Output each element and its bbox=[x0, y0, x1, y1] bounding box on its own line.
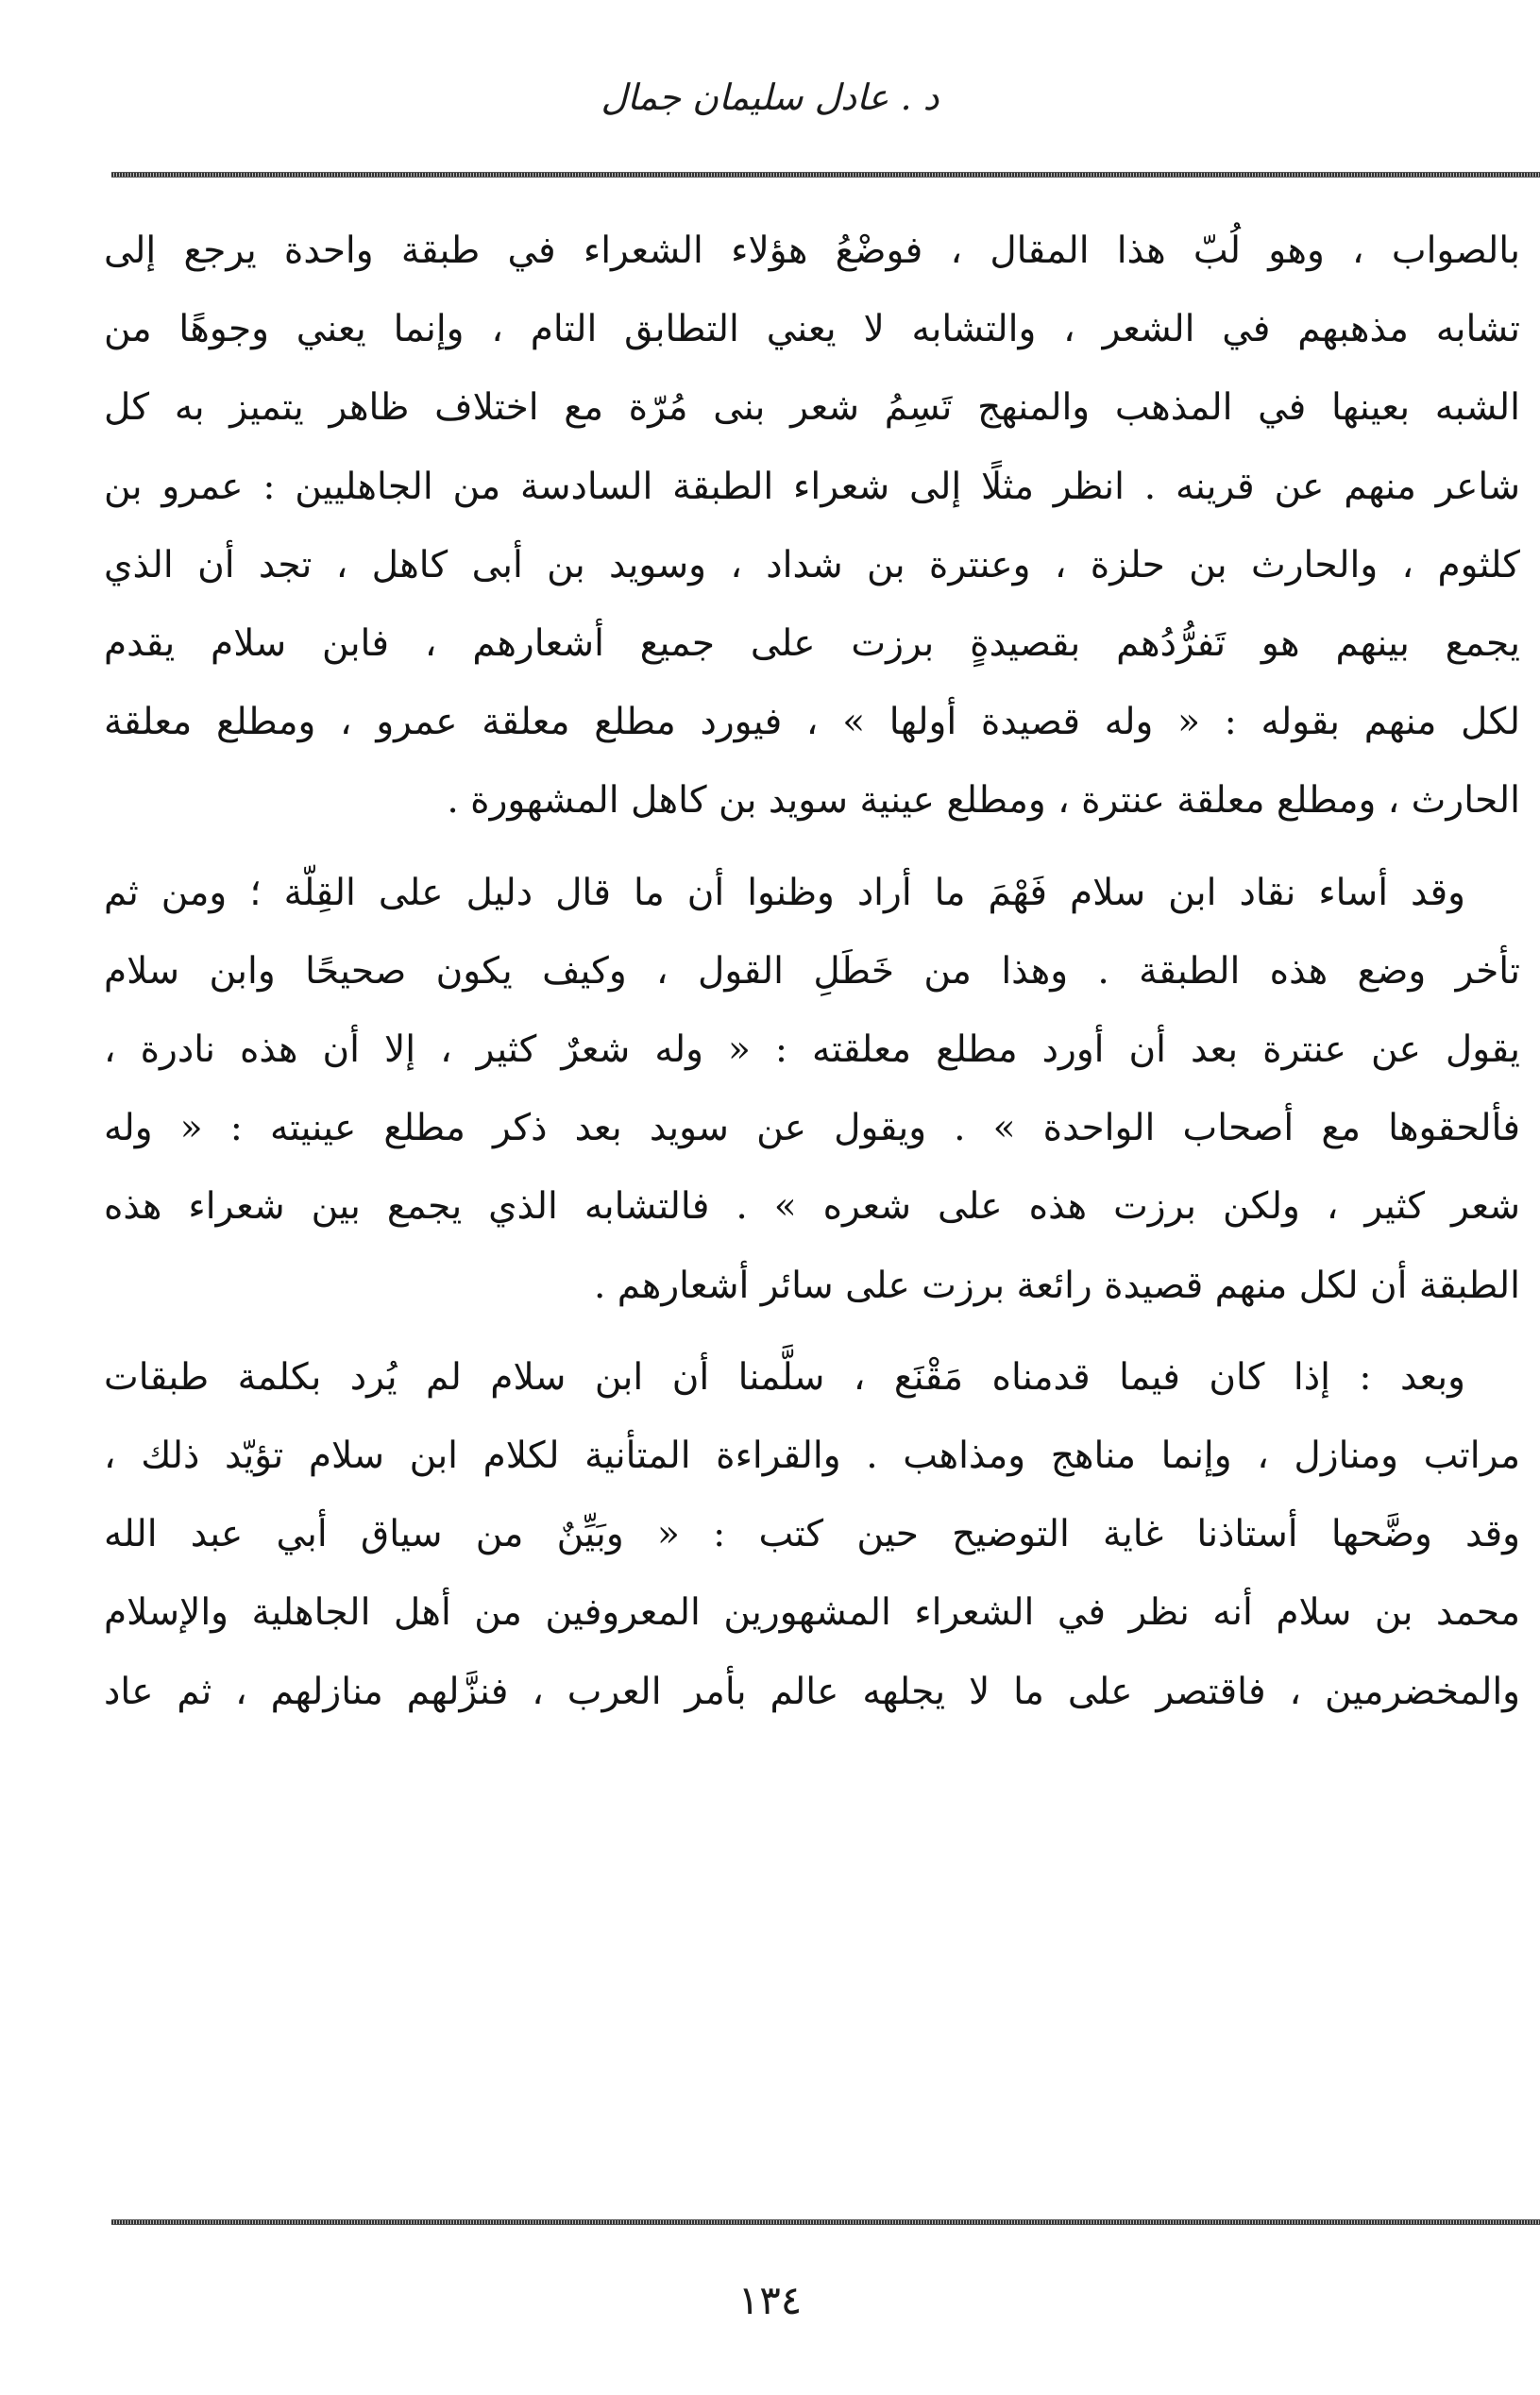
text-line: تشابه مذهبهم في الشعر ، والتشابه لا يعني التطابق التام ، وإنما يعني وجوهًا من bbox=[104, 308, 1520, 351]
body-text bbox=[104, 212, 1520, 1731]
text-line: كلثوم ، والحارث بن حلزة ، وعنترة بن شداد ، وسويد بن أبى كاهل ، تجد أن الذي bbox=[104, 543, 1520, 586]
text-line: الشبه بعينها في المذهب والمنهج تَسِمُ شعر بنى مُرّة مع اختلاف ظاهر يتميز به كل bbox=[104, 386, 1520, 430]
text-line: فألحقوها مع أصحاب الواحدة » . ويقول عن سويد بعد ذكر مطلع عينيته : « وله bbox=[104, 1107, 1520, 1150]
text-line: وقد أساء نقاد ابن سلام فَهْمَ ما أراد وظنوا أن ما قال دليل على القِلّة ؛ ومن ثم bbox=[104, 871, 1465, 914]
footer-divider bbox=[111, 2219, 1540, 2225]
text-line: الطبقة أن لكل منهم قصيدة رائعة برزت على سائر أشعارهم . bbox=[594, 1264, 1520, 1307]
text-line: شاعر منهم عن قرينه . انظر مثلًا إلى شعراء الطبقة السادسة من الجاهليين : عمرو بن bbox=[104, 465, 1520, 508]
header-divider bbox=[111, 172, 1540, 178]
paragraph bbox=[104, 854, 1520, 1325]
text-line: يقول عن عنترة بعد أن أورد مطلع معلقته : « وله شعرٌ كثير ، إلا أن هذه نادرة ، bbox=[104, 1028, 1520, 1072]
text-line: وقد وضَّحها أستاذنا غاية التوضيح حين كتب : « وبَيِّنٌ من سياق أبي عبد الله bbox=[104, 1513, 1520, 1556]
text-line: والمخضرمين ، فاقتصر على ما لا يجلهه عالم بأمر العرب ، فنزَّلهم منازلهم ، ثم عاد bbox=[104, 1670, 1520, 1713]
text-line: الحارث ، ومطلع معلقة عنترة ، ومطلع عينية سويد بن كاهل المشهورة . bbox=[447, 779, 1520, 823]
running-header-author: د . عادل سليمان جمال bbox=[601, 76, 939, 118]
text-line: بالصواب ، وهو لُبّ هذا المقال ، فوضْعُ هؤلاء الشعراء في طبقة واحدة يرجع إلى bbox=[104, 229, 1520, 272]
paragraph bbox=[104, 1338, 1520, 1731]
text-line: محمد بن سلام أنه نظر في الشعراء المشهورين المعروفين من أهل الجاهلية والإسلام bbox=[104, 1591, 1520, 1635]
page-number: ١٣٤ bbox=[737, 2277, 803, 2323]
text-line: شعر كثير ، ولكن برزت هذه على شعره » . فالتشابه الذي يجمع بين شعراء هذه bbox=[104, 1185, 1520, 1229]
text-line: تأخر وضع هذه الطبقة . وهذا من خَطَلِ القول ، وكيف يكون صحيحًا وابن سلام bbox=[104, 949, 1520, 993]
text-line: مراتب ومنازل ، وإنما مناهج ومذاهب . والقراءة المتأنية لكلام ابن سلام تؤيّد ذلك ، bbox=[104, 1435, 1520, 1478]
text-line: لكل منهم بقوله : « وله قصيدة أولها » ، فيورد مطلع معلقة عمرو ، ومطلع معلقة bbox=[104, 701, 1520, 744]
text-line: يجمع بينهم هو تَفرُّدُهم بقصيدةٍ برزت على جميع أشعارهم ، فابن سلام يقدم bbox=[104, 622, 1520, 666]
text-line: وبعد : إذا كان فيما قدمناه مَقْنَع ، سلَّمنا أن ابن سلام لم يُرد بكلمة طبقات bbox=[104, 1355, 1465, 1399]
paragraph bbox=[104, 212, 1520, 841]
